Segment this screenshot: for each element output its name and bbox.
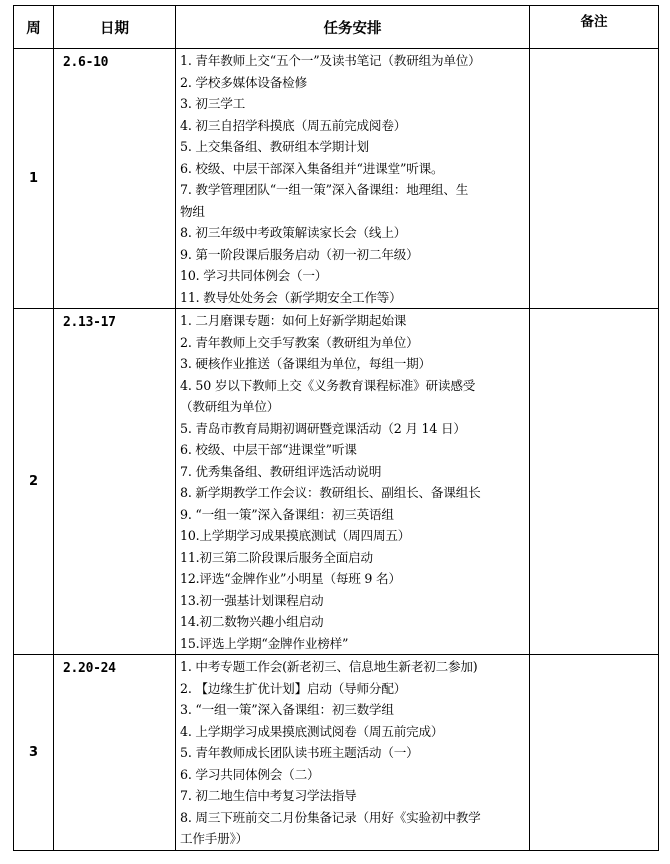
- task-line: 9. 第一阶段课后服务启动（初一初二年级）: [180, 246, 419, 262]
- task-line: 8. 周三下班前交二月份集备记录（用好《实验初中教学: [180, 809, 481, 825]
- week-row: [14, 655, 659, 851]
- task-line: 12.评选“金牌作业”小明星（每班 9 名）: [180, 571, 401, 586]
- task-line: 5. 青年教师成长团队读书班主题活动（一）: [180, 745, 419, 760]
- week-number: 2: [14, 309, 54, 655]
- task-line: 3. 硬核作业推送（备课组为单位，每组一期）: [180, 356, 431, 371]
- note-cell: [530, 309, 659, 655]
- note-cell: [530, 49, 659, 309]
- task-line: 15.评选上学期“金牌作业榜样”: [180, 635, 349, 651]
- task-line: 13.初一强基计划课程启动: [180, 592, 324, 608]
- task-line: 10. 学习共同体例会（一）: [180, 268, 328, 283]
- header-row: [14, 6, 659, 49]
- task-line: 工作手册》）: [180, 831, 249, 846]
- task-line: （教研组为单位）: [180, 399, 280, 414]
- task-line: 5. 青岛市教育局期初调研暨竞课活动（2 月 14 日）: [180, 420, 466, 436]
- task-line: 11. 教导处处务会（新学期安全工作等）: [180, 289, 402, 305]
- task-line: 6. 校级、中层干部深入集备组并“进课堂”听课。: [180, 160, 444, 176]
- task-line: 6. 学习共同体例会（二）: [180, 766, 320, 782]
- task-line: 8. 初三年级中考政策解读家长会（线上）: [180, 225, 407, 240]
- task-line: 3. 初三学工: [180, 96, 245, 111]
- task-line: 5. 上交集备组、教研组本学期计划: [180, 139, 369, 154]
- header-date: 日期: [54, 6, 176, 49]
- date-range: 2.6-10: [54, 49, 176, 309]
- week-number: 1: [14, 49, 54, 309]
- task-line: 8. 新学期教学工作会议：教研组长、副组长、备课组长: [180, 485, 481, 500]
- task-line: 11.初三第二阶段课后服务全面启动: [180, 549, 373, 565]
- week-row: [14, 49, 659, 309]
- task-list: [176, 309, 530, 655]
- task-line: 1. 二月磨课专题：如何上好新学期起始课: [180, 313, 407, 328]
- header-task: 任务安排: [176, 6, 530, 49]
- task-list: [176, 49, 530, 309]
- date-range: 2.13-17: [54, 309, 176, 655]
- task-line: 10.上学期学习成果摸底测试（周四周五）: [180, 528, 411, 543]
- header-note: 备注: [530, 6, 659, 49]
- task-line: 2. 青年教师上交手写教案（教研组为单位）: [180, 334, 419, 350]
- header-week: 周: [14, 6, 54, 49]
- week-row: [14, 309, 659, 655]
- task-line: 物组: [180, 203, 205, 219]
- task-line: 6. 校级、中层干部“进课堂”听课: [180, 442, 357, 457]
- task-line: 9. “一组一策”深入备课组：初三英语组: [180, 506, 394, 522]
- date-range: 2.20-24: [54, 655, 176, 851]
- task-line: 1. 青年教师上交“五个一”及读书笔记（教研组为单位）: [180, 53, 481, 68]
- week-number: 3: [14, 655, 54, 851]
- task-line: 4. 初三自招学科摸底（周五前完成阅卷）: [180, 117, 407, 133]
- task-line: 2. 【边缘生扩优计划】启动（导师分配）: [180, 680, 407, 696]
- note-cell: [530, 655, 659, 851]
- task-line: 4. 50 岁以下教师上交《义务教育课程标准》研读感受: [180, 377, 476, 393]
- task-line: 14.初二数物兴趣小组启动: [180, 614, 324, 629]
- schedule-body: [14, 49, 659, 851]
- task-line: 7. 优秀集备组、教研组评选活动说明: [180, 463, 382, 479]
- task-line: 2. 学校多媒体设备检修: [180, 74, 307, 90]
- task-line: 7. 初二地生信中考复习学法指导: [180, 788, 357, 803]
- task-line: 4. 上学期学习成果摸底测试阅卷（周五前完成）: [180, 723, 444, 739]
- schedule-table: [13, 5, 659, 851]
- task-line: 7. 教学管理团队“一组一策”深入备课组：地理组、生: [180, 182, 469, 197]
- task-line: 3. “一组一策”深入备课组：初三数学组: [180, 702, 394, 717]
- task-list: [176, 655, 530, 851]
- task-line: 1. 中考专题工作会(新老初三、信息地生新老初二参加): [180, 659, 478, 674]
